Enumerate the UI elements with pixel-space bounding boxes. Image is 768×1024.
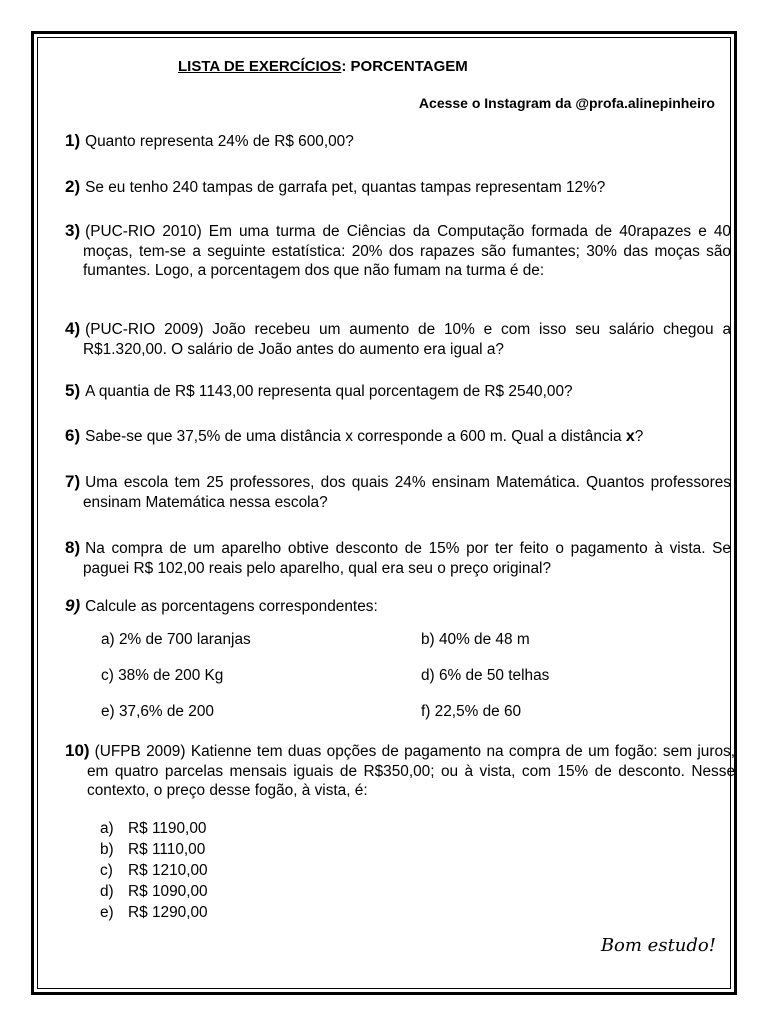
option-value: R$ 1110,00 [128,841,206,858]
question-text: (UFPB 2009) Katienne tem duas opções de pagamento na compra de um fogão: sem juros, em quatro parcelas mensais iguais de R$350,00; ou à vista, com 15% de desconto. Nesse contexto, o preço desse fogão, à vista, é: [87,743,735,799]
question-text: Uma escola tem 25 professores, dos quais 24% ensinam Matemática. Quantos professores ensinam Matemática nessa escola? [83,474,731,511]
option-value: R$ 1090,00 [128,883,208,900]
question-9 [65,596,713,617]
q9-item-a: a) 2% de 700 laranjas [101,631,251,648]
q9-item-e: e) 37,6% de 200 [101,703,214,720]
option-value: R$ 1190,00 [128,820,207,837]
q9-item-b: b) 40% de 48 m [421,631,530,648]
question-number: 10) [65,741,90,760]
option-value: R$ 1210,00 [128,862,208,879]
question-4 [65,319,731,359]
question-text: Calcule as porcentagens correspondentes: [85,598,378,615]
question-number: 5) [65,381,81,400]
question-3 [65,221,731,281]
q9-item-f: f) 22,5% de 60 [421,703,522,720]
question-6 [65,426,713,447]
question-1 [65,131,713,152]
question-7 [65,472,731,512]
q9-item-d: d) 6% de 50 telhas [421,667,550,684]
question-2 [65,177,713,198]
q10-option-a [100,818,206,839]
question-10 [65,741,735,801]
question-number: 7) [65,472,81,491]
question-text: (PUC-RIO 2010) Em uma turma de Ciências da Computação formada de 40rapazes e 40 moças, tem-se a seguinte estatística: 20% dos rapazes são fumantes; 30% das moças são fumantes. Logo, a porcentagem dos que não fumam na turma é de: [83,223,731,279]
worksheet-title [178,58,468,75]
question-text: Quanto representa 24% de R$ 600,00? [85,133,354,150]
question-number: 4) [65,319,81,338]
option-label: a) [100,820,114,837]
question-text: Sabe-se que 37,5% de uma distância x corresponde a 600 m. Qual a distância [85,428,626,445]
signoff-text: Bom estudo! [600,935,716,956]
option-label: c) [100,862,113,879]
q10-option-d [100,881,208,902]
question-text-end: ? [634,428,644,445]
question-number: 1) [65,131,81,150]
q9-item-c: c) 38% de 200 Kg [101,667,224,684]
variable-x: x [625,428,635,445]
question-text: Na compra de um aparelho obtive desconto de 15% por ter feito o pagamento à vista. Se paguei R$ 102,00 reais pelo aparelho, qual era seu o preço original? [83,540,731,577]
question-number: 9) [65,596,81,615]
question-text: (PUC-RIO 2009) João recebeu um aumento de 10% e com isso seu salário chegou a R$1.320,00. O salário de João antes do aumento era igual a? [83,321,731,358]
question-number: 6) [65,426,81,445]
title-rest: : PORCENTAGEM [341,58,468,75]
instagram-note: Acesse o Instagram da @profa.alinepinheiro [418,95,715,111]
option-label: e) [100,904,114,921]
q10-option-c [100,860,208,881]
q10-option-e [100,902,208,923]
option-label: b) [100,841,114,858]
option-label: d) [100,883,114,900]
question-5 [65,381,713,402]
question-number: 3) [65,221,81,240]
question-text: Se eu tenho 240 tampas de garrafa pet, quantas tampas representam 12%? [85,179,606,196]
question-number: 8) [65,538,81,557]
question-text: A quantia de R$ 1143,00 representa qual porcentagem de R$ 2540,00? [85,383,573,400]
title-underlined: LISTA DE EXERCÍCIOS [178,58,342,75]
question-8 [65,538,731,578]
option-value: R$ 1290,00 [128,904,208,921]
q10-option-b [100,839,205,860]
question-number: 2) [65,177,81,196]
